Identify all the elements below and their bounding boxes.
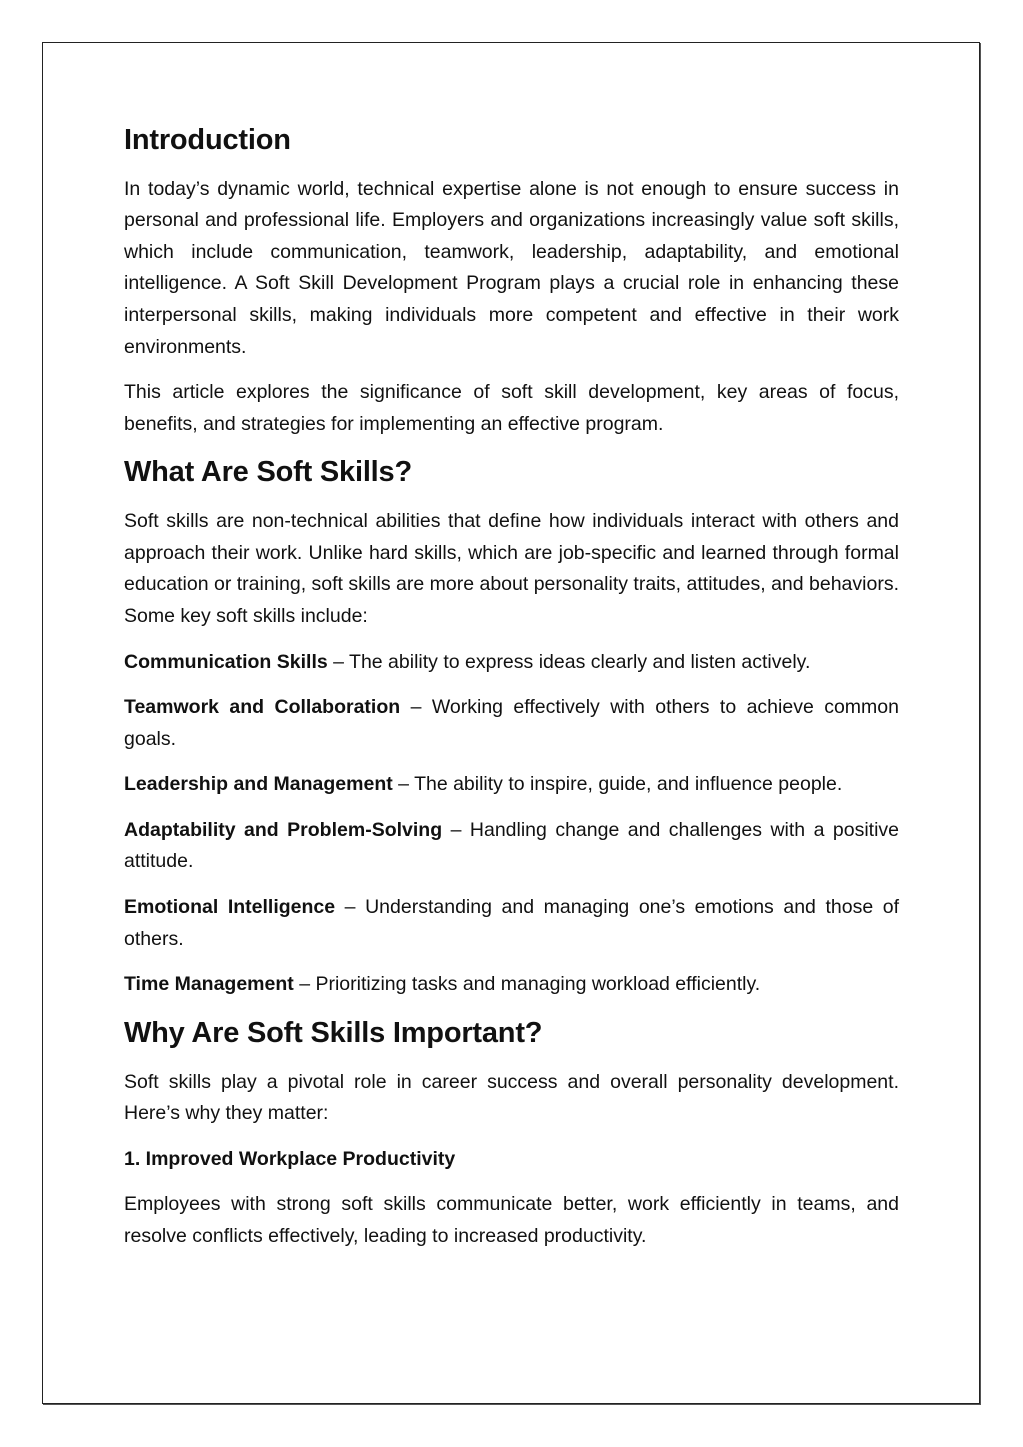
skill-item-teamwork <box>124 692 899 755</box>
heading-what-are-soft-skills: What Are Soft Skills? <box>124 456 412 489</box>
skill-description: – Handling change and challenges with a positive attitude. <box>124 818 900 873</box>
skill-description: – Working effectively with others to achieve common goals. <box>124 696 899 750</box>
skill-description: – The ability to inspire, guide, and influence people. <box>392 773 843 796</box>
skill-label: Teamwork and Collaboration <box>124 696 401 719</box>
skill-description: – Prioritizing tasks and managing workload efficiently. <box>293 973 761 996</box>
skill-label: Time Management <box>124 973 294 996</box>
what-paragraph-1: Soft skills are non-technical abilities that define how individuals interact with others and approach their work. Unlike hard skills, which are job-specific and learned through formal education or training, soft skills are more about personality traits, attitudes, and behaviors. Some key soft skills include: <box>124 510 899 627</box>
intro-paragraph-1: In today’s dynamic world, technical expertise alone is not enough to ensure success in personal and professional life. Employers and organizations increasingly value soft skills, which include communication, teamwork, leadership, adaptability, and emotional intelligence. A Soft Skill Development Program plays a crucial role in enhancing these interpersonal skills, making individuals more competent and effective in their work environments. <box>124 177 899 358</box>
skill-label: Adaptability and Problem-Solving <box>124 818 443 841</box>
subheading-improved-productivity: 1. Improved Workplace Productivity <box>124 1147 456 1170</box>
skill-item-time-management <box>124 969 899 1001</box>
skill-description: – Understanding and managing one’s emotions and those of others. <box>124 896 899 950</box>
skill-label: Leadership and Management <box>124 773 393 796</box>
intro-paragraph-2: This article explores the significance of soft skill development, key areas of focus, benefits, and strategies for implementing an effective program. <box>124 381 899 435</box>
skill-description: – The ability to express ideas clearly and listen actively. <box>327 650 811 673</box>
skill-item-emotional-intelligence <box>124 892 899 955</box>
document-body <box>124 122 899 1267</box>
skill-item-leadership <box>124 769 899 801</box>
skill-label: Communication Skills <box>124 650 328 673</box>
skill-item-adaptability <box>124 815 899 878</box>
productivity-paragraph: Employees with strong soft skills communicate better, work efficiently in teams, and resolve conflicts effectively, leading to increased productivity. <box>124 1193 899 1247</box>
heading-introduction: Introduction <box>124 124 291 156</box>
heading-why-important: Why Are Soft Skills Important? <box>124 1016 543 1049</box>
skill-label: Emotional Intelligence <box>124 896 336 919</box>
skill-item-communication <box>124 647 899 679</box>
why-paragraph-1: Soft skills play a pivotal role in career success and overall personality development. Here’s why they matter: <box>124 1070 899 1125</box>
